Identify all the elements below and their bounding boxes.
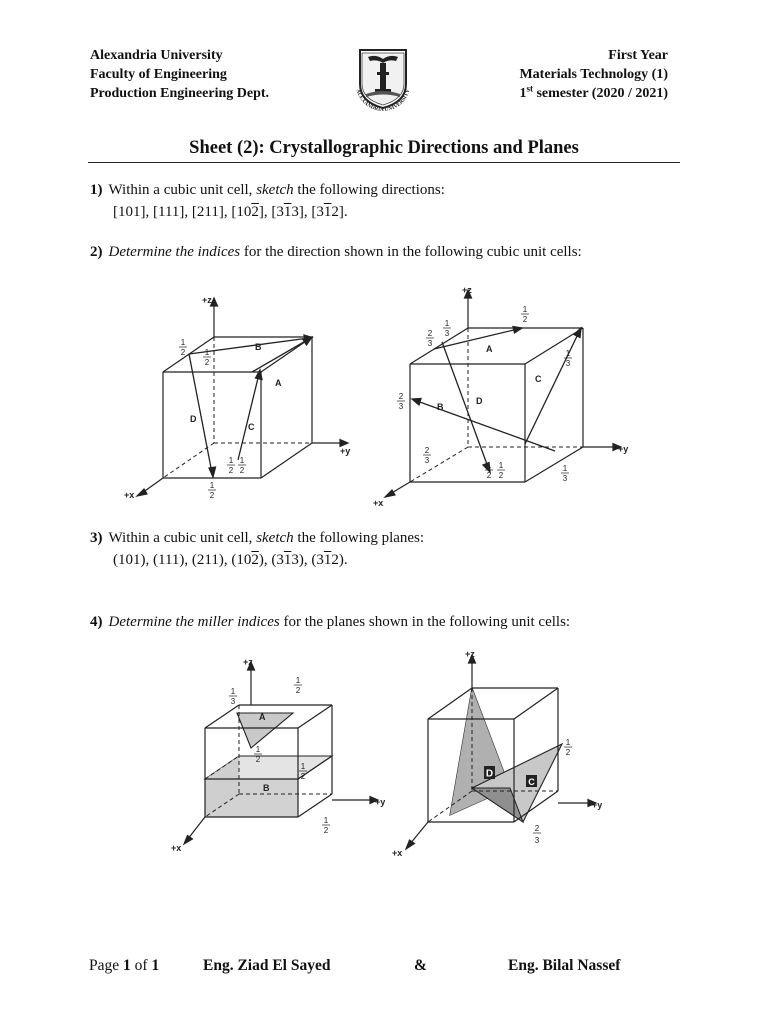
svg-text:1: 1 [204, 348, 210, 357]
svg-text:1: 1 [323, 816, 329, 825]
svg-text:1: 1 [498, 461, 504, 470]
direction-index: [101] [113, 204, 146, 220]
svg-text:A: A [259, 712, 266, 722]
plane-figure-1 [165, 650, 395, 860]
svg-text:1: 1 [562, 464, 568, 473]
svg-text:+z: +z [465, 649, 475, 659]
svg-text:2: 2 [522, 315, 528, 324]
svg-text:3: 3 [424, 456, 430, 465]
svg-text:B: B [255, 342, 262, 352]
question-2-emphasis: Determine the indices [108, 244, 241, 260]
svg-text:2: 2 [534, 824, 540, 833]
svg-text:B: B [263, 783, 270, 793]
svg-text:1: 1 [230, 687, 236, 696]
university-logo [346, 44, 420, 112]
svg-text:2: 2 [565, 748, 571, 757]
svg-text:+x: +x [171, 843, 182, 853]
plane-index: (312) [311, 552, 344, 568]
plane-index: (101) [113, 552, 146, 568]
direction-figure-2 [375, 282, 645, 512]
plane-index: (211) [191, 552, 224, 568]
question-3-number: 3) [90, 530, 103, 546]
question-4: 4) Determine the miller indices for the planes shown in the following unit cells: [90, 614, 571, 630]
svg-text:2: 2 [228, 466, 234, 475]
svg-text:+x: +x [373, 498, 384, 508]
plane-index: (102) [231, 552, 264, 568]
author-left: Eng. Ziad El Sayed [203, 957, 331, 974]
svg-text:+z: +z [462, 285, 472, 295]
svg-text:2: 2 [323, 826, 329, 835]
svg-text:1: 1 [444, 319, 450, 328]
plane-index: (313) [271, 552, 304, 568]
course-name: Materials Technology (1) [519, 67, 668, 82]
svg-text:1: 1 [209, 481, 215, 490]
svg-text:C: C [248, 422, 255, 432]
svg-text:B: B [437, 402, 444, 412]
plane-figure-2 [390, 645, 615, 860]
svg-text:1: 1 [228, 456, 234, 465]
question-2-number: 2) [90, 244, 103, 260]
question-1-emphasis: sketch [256, 182, 294, 198]
svg-text:3: 3 [427, 339, 433, 348]
department-name: Production Engineering Dept. [90, 86, 270, 101]
svg-text:1: 1 [180, 338, 186, 347]
svg-text:3: 3 [565, 359, 571, 368]
question-1-number: 1) [90, 182, 103, 198]
svg-text:2: 2 [424, 446, 430, 455]
svg-text:1: 1 [295, 676, 301, 685]
plane-index: (111) [153, 552, 185, 568]
direction-index: [312] [311, 204, 344, 220]
year-label: First Year [608, 48, 668, 63]
question-3-emphasis: sketch [256, 530, 294, 546]
svg-text:1: 1 [565, 738, 571, 747]
svg-text:C: C [528, 777, 535, 787]
question-4-emphasis: Determine the miller indices [108, 614, 280, 630]
svg-text:2: 2 [427, 329, 433, 338]
svg-text:A: A [486, 344, 493, 354]
svg-text:1: 1 [300, 762, 306, 771]
title-underline [88, 162, 680, 163]
svg-text:3: 3 [444, 329, 450, 338]
svg-text:D: D [190, 414, 197, 424]
svg-text:A: A [275, 378, 282, 388]
sheet-title: Sheet (2): Crystallographic Directions and Planes [189, 138, 579, 158]
svg-text:+x: +x [124, 490, 135, 500]
svg-text:+y: +y [375, 797, 386, 807]
university-name: Alexandria University [90, 48, 223, 63]
planes-list: (101), (111), (211), (102), (313), (312). [113, 552, 348, 568]
svg-text:2: 2 [209, 491, 215, 500]
author-right: Eng. Bilal Nassef [508, 957, 621, 974]
faculty-name: Faculty of Engineering [90, 67, 227, 82]
svg-text:+z: +z [202, 295, 212, 305]
svg-text:+y: +y [592, 800, 603, 810]
svg-text:+y: +y [340, 446, 351, 456]
svg-text:3: 3 [562, 474, 568, 483]
svg-text:2: 2 [398, 392, 404, 401]
svg-text:3: 3 [534, 836, 540, 845]
svg-text:2: 2 [239, 466, 245, 475]
direction-index: [111] [153, 204, 185, 220]
svg-text:D: D [485, 768, 494, 780]
directions-list: [101], [111], [211], [102], [313], [312]. [113, 204, 348, 220]
svg-text:2: 2 [498, 471, 504, 480]
svg-text:D: D [476, 396, 483, 406]
question-2: 2) Determine the indices for the direction shown in the following cubic unit cells: [90, 244, 582, 260]
direction-index: [102] [231, 204, 264, 220]
svg-text:2: 2 [486, 471, 492, 480]
svg-text:1: 1 [239, 456, 245, 465]
question-4-number: 4) [90, 614, 103, 630]
svg-text:+y: +y [618, 444, 629, 454]
svg-text:1: 1 [486, 461, 492, 470]
question-1: 1) Within a cubic unit cell, sketch the following directions: [101], [111], [211], [102], [313], [312]. [90, 179, 445, 223]
page-indicator: Page 1 of 1 [89, 957, 160, 974]
svg-text:2: 2 [180, 348, 186, 357]
direction-figure-1 [120, 290, 360, 510]
header-left [90, 46, 269, 103]
svg-text:2: 2 [204, 358, 210, 367]
svg-text:ALEXANDRIA UNIVERSITY: ALEXANDRIA UNIVERSITY [354, 88, 412, 112]
svg-text:1: 1 [255, 745, 261, 754]
svg-text:1: 1 [522, 305, 528, 314]
svg-text:C: C [535, 374, 542, 384]
author-separator: & [414, 957, 427, 974]
svg-text:2: 2 [300, 772, 306, 781]
svg-text:+x: +x [392, 848, 403, 858]
svg-text:2: 2 [255, 755, 261, 764]
svg-text:3: 3 [230, 697, 236, 706]
svg-text:3: 3 [398, 402, 404, 411]
svg-text:+z: +z [243, 657, 253, 667]
svg-text:2: 2 [295, 686, 301, 695]
header-right [519, 46, 668, 103]
direction-index: [313] [271, 204, 304, 220]
svg-text:1: 1 [565, 349, 571, 358]
question-3: 3) Within a cubic unit cell, sketch the following planes: (101), (111), (211), (102), (313), (312). [90, 527, 424, 571]
semester-label: 1st semester (2020 / 2021) [519, 83, 668, 101]
direction-index: [211] [191, 204, 224, 220]
